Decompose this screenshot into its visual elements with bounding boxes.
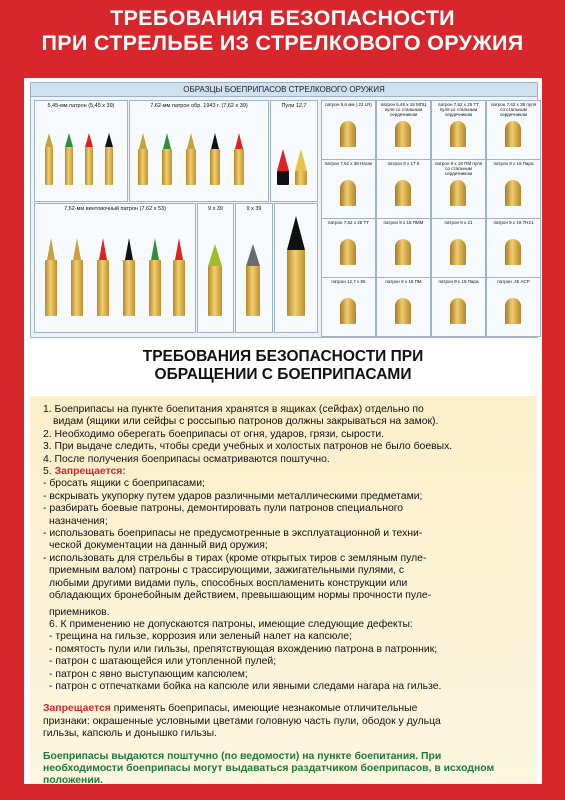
pistol-cartridge-caption: патрон 5,6 мм (.22 LR) — [325, 102, 372, 107]
cartridge-image — [45, 238, 57, 316]
pistol-cartridge-image — [340, 121, 356, 147]
poster-title — [0, 6, 565, 56]
pistol-cartridge-caption: патрон 9 х 18 ПМ пуля со стальным сердечником — [434, 161, 483, 176]
cartridge-image — [210, 133, 220, 185]
ammo-group-caption: 7,62-мм патрон обр. 1943 г. (7,62 х 39) — [150, 103, 248, 109]
pistol-cartridge-image — [395, 180, 411, 206]
ammo-group-caption: 5,45-мм патрон (5,45 х 39) — [47, 103, 115, 109]
ammo-group-545 — [34, 100, 128, 202]
cartridge-image — [105, 133, 113, 185]
pistol-cartridge-caption: патрон 7,62 х 38 Наган — [324, 161, 373, 166]
prohibition-item: - бросать ящики с боеприпасами; — [43, 478, 205, 490]
bullet-image — [295, 149, 307, 185]
issuance-note-cont: необходимости боеприпасы могут выдаваться раздатчиком боеприпасов, в исходном — [43, 762, 495, 774]
pistol-cartridge-caption: патрон 9 х 17 К — [387, 161, 420, 166]
ammo-group-9x39-a — [197, 203, 234, 333]
ammo-group-caption: 9 х 39 — [246, 206, 262, 212]
ammo-group-762-53 — [34, 203, 196, 333]
prohibited-label: Запрещается — [43, 703, 111, 715]
cartridge-image — [65, 133, 73, 185]
bullet-image — [277, 149, 289, 185]
defect-item: - помятость пули или гильзы, препятствующая вхождению патрона в патронник; — [49, 643, 438, 655]
pistol-cartridge-caption: патрон .45 ACP — [497, 279, 530, 284]
ammo-group-127-cartridge — [274, 203, 318, 333]
cartridge-image — [97, 238, 109, 316]
pistol-cartridge-image — [395, 239, 411, 265]
rule-5 — [43, 466, 536, 478]
prohibition-item-cont: любыми другими видами пуль, способных воспламенить конструкции или — [49, 577, 408, 589]
pistol-cartridge-cell — [321, 218, 376, 278]
prohibition-paragraph-cont: гильзы, капсюль и донышко гильзы. — [43, 728, 217, 740]
cartridge-image — [45, 133, 53, 185]
rule-text: 1. Боеприпасы на пункте боепитания хранятся в ящиках (сейфах) отдельно по — [43, 404, 424, 415]
pistol-cartridge-caption: патрон 7,62 х 25 ТТ пуля со стальным сердечником — [438, 102, 479, 117]
section-title — [24, 348, 542, 384]
prohibition-item: - использовать для стрельбы в тирах (кроме открытых тиров с земляным пуле- — [43, 552, 427, 564]
pistol-cartridge-cell — [486, 218, 541, 278]
pistol-cartridge-image — [505, 121, 521, 147]
defect-item: - трещина на гильзе, коррозия или зеленый налет на капсюле; — [49, 631, 352, 643]
pistol-cartridge-cell — [431, 159, 486, 219]
pistol-cartridge-cell — [486, 277, 541, 337]
ammo-group-127 — [270, 100, 318, 202]
cartridge-image — [246, 244, 260, 316]
cartridge-image — [186, 133, 196, 185]
pistol-cartridge-caption: патрон 9 х 19 Пара — [493, 161, 534, 166]
ammo-group-9x39-b — [235, 203, 273, 333]
ammunition-header: ОБРАЗЦЫ БОЕПРИПАСОВ СТРЕЛКОВОГО ОРУЖИЯ — [31, 83, 537, 97]
pistol-cartridge-cell — [376, 100, 431, 160]
pistol-cartridge-cell — [376, 218, 431, 278]
pistol-cartridge-caption: патрон 5,45 х 18 МПЦ пуля со стальным сердечником — [380, 102, 427, 117]
prohibition-item-cont: обладающих бронебойным действием, превышающим нормы прочности пуле- — [49, 590, 432, 602]
pistol-cartridge-image — [340, 180, 356, 206]
pistol-cartridge-caption: патрон 9 х 18 ПММ — [383, 220, 424, 225]
pistol-cartridge-caption: патрон 7,62 х 25 ТТ — [328, 220, 369, 225]
content-panel — [24, 78, 542, 787]
cartridge-image — [149, 238, 161, 316]
pistol-cartridge-image — [505, 298, 521, 324]
pistol-cartridge-cell — [376, 159, 431, 219]
pistol-cartridge-cell — [321, 100, 376, 160]
rule-2: 2. Необходимо оберегать боеприпасы от огня, ударов, грязи, сырости. — [43, 428, 385, 440]
cartridge-image — [208, 244, 222, 316]
pistol-cartridge-cell — [431, 277, 486, 337]
pistol-cartridge-cell — [321, 277, 376, 337]
paragraph-text: применять боеприпасы, имеющие незнакомые отличительные — [110, 703, 418, 715]
prohibition-item: - вскрывать укупорку путем ударов различными металлическими предметами; — [43, 490, 423, 502]
pistol-cartridge-cell — [321, 159, 376, 219]
cartridge-image — [234, 133, 244, 185]
rule-1-cont — [43, 416, 536, 428]
rule-number: 5. — [43, 466, 52, 478]
cartridge-image — [287, 216, 305, 316]
pistol-cartridge-image — [340, 298, 356, 324]
issuance-note: Боеприпасы выдаются поштучно (по ведомости) на пункте боепитания. При — [43, 750, 442, 762]
ammunition-samples — [30, 82, 538, 338]
pistol-cartridge-image — [505, 180, 521, 206]
pistol-cartridge-image — [450, 239, 466, 265]
pistol-cartridge-cell — [431, 100, 486, 160]
pistol-cartridge-image — [505, 239, 521, 265]
pistol-cartridge-image — [395, 298, 411, 324]
pistol-cartridge-caption: патрон 9 х 21 — [444, 220, 473, 225]
pistol-cartridge-caption: патрон 12,7 х 55 — [331, 279, 366, 284]
prohibition-item-cont: ческой документации на данный вид оружия; — [49, 540, 268, 552]
pistol-cartridge-image — [450, 121, 466, 147]
prohibition-item-cont: приемным валом) патроны с трассирующими, зажигательными пулями, с — [49, 565, 405, 577]
rule-1 — [43, 404, 536, 416]
rule-text: видам (ящики или сейфы с россыпью патронов должны закрываться на замок). — [53, 416, 439, 428]
cartridge-image — [85, 133, 93, 185]
pistol-cartridge-cell — [376, 277, 431, 337]
cartridge-image — [138, 133, 148, 185]
ammo-group-caption: Пули 12,7 — [281, 103, 307, 109]
ammo-group-762-39 — [129, 100, 269, 202]
pistol-cartridge-image — [340, 239, 356, 265]
issuance-note-cont: положении. — [43, 775, 103, 787]
pistol-cartridge-image — [450, 180, 466, 206]
ammo-group-caption: 9 х 39 — [208, 206, 223, 212]
defect-item: - патрон с явно выступающим капсюлем; — [49, 668, 248, 680]
pistol-cartridge-cell — [431, 218, 486, 278]
section-title-line1: ТРЕБОВАНИЯ БЕЗОПАСНОСТИ ПРИ — [142, 348, 424, 365]
prohibition-item-cont: приемников. — [49, 606, 110, 618]
defect-item: - патрон с шатающейся или утопленной пулей; — [49, 656, 277, 668]
prohibition-item: - использовать боеприпасы не предусмотренные в эксплуатационной и техни- — [43, 528, 423, 540]
prohibited-label: Запрещается: — [54, 466, 126, 478]
prohibition-item: - разбирать боевые патроны, демонтировать пули патронов специального — [43, 503, 404, 515]
prohibition-item-cont: назначения; — [49, 515, 108, 527]
cartridge-image — [173, 238, 185, 316]
section-title-line2: ОБРАЩЕНИИ С БОЕПРИПАСАМИ — [154, 366, 412, 383]
poster-title-line1: ТРЕБОВАНИЯ БЕЗОПАСНОСТИ — [110, 6, 455, 30]
rule-6: 6. К применению не допускаются патроны, имеющие следующие дефекты: — [49, 618, 413, 630]
cartridge-image — [71, 238, 83, 316]
pistol-cartridge-cell — [486, 159, 541, 219]
rule-4: 4. После получения боеприпасы осматриваются поштучно. — [43, 453, 330, 465]
pistol-cartridge-caption: патрон 9 х 18 ПМ — [385, 279, 422, 284]
ammo-group-caption: 7,62-мм винтовочный патрон (7,62 х 53) — [64, 206, 166, 212]
rule-3: 3. При выдаче следить, чтобы среди учебных и холостых патронов не было боевых. — [43, 441, 453, 453]
pistol-cartridge-caption: патрон 9 х 19 Пара — [438, 279, 479, 284]
prohibition-paragraph-cont: признаки: окрашенные условными цветами головную часть пули, ободок у дульца — [43, 715, 441, 727]
pistol-cartridge-image — [395, 121, 411, 147]
pistol-cartridge-cell — [486, 100, 541, 160]
poster-title-line2: ПРИ СТРЕЛЬБЕ ИЗ СТРЕЛКОВОГО ОРУЖИЯ — [41, 31, 524, 55]
defect-item: - патрон с отпечатками бойка на капсюле или явными следами нагара на гильзе. — [49, 680, 442, 692]
cartridge-image — [123, 238, 135, 316]
pistol-cartridge-image — [450, 298, 466, 324]
cartridge-image — [162, 133, 172, 185]
pistol-cartridge-caption: патрон 7,62 х 39 пуля со стальным сердечником — [490, 102, 537, 117]
prohibition-paragraph — [43, 703, 536, 715]
rules-block — [30, 396, 536, 787]
pistol-cartridge-caption: патрон 9 х 19 7Н21 — [493, 220, 534, 225]
